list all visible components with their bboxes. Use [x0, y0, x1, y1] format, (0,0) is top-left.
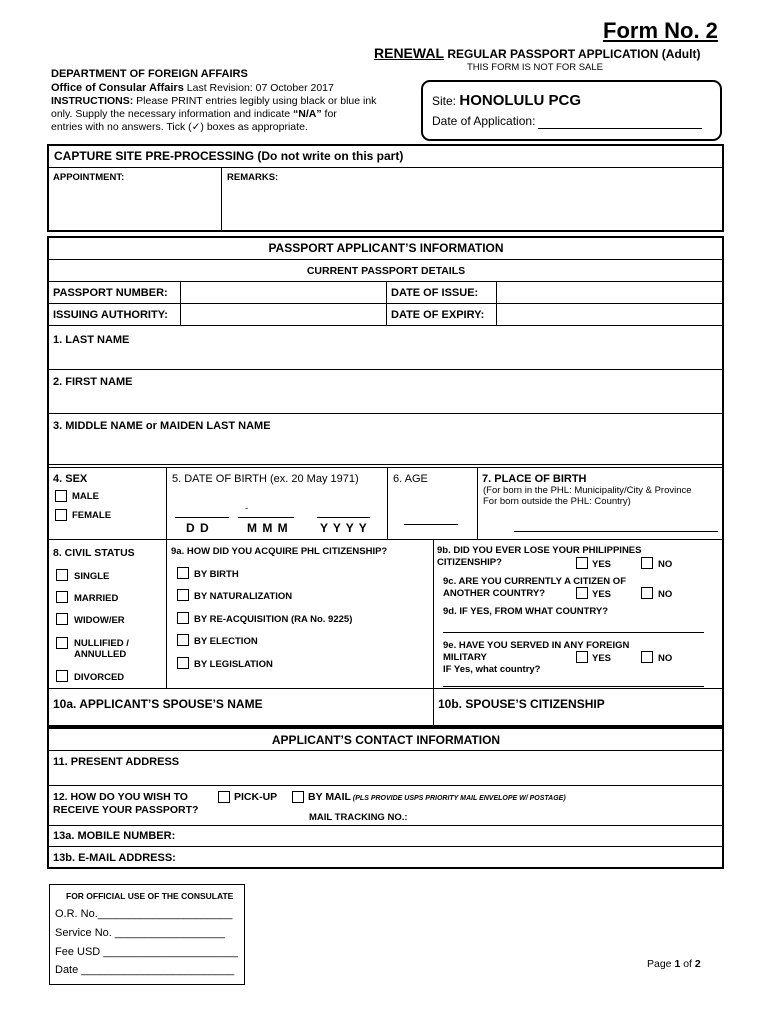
fee-field[interactable]: Fee USD ______________________ — [55, 946, 238, 958]
female-checkbox[interactable] — [55, 509, 67, 521]
divider — [48, 750, 723, 751]
q9b-line-2: CITIZENSHIP? — [437, 557, 502, 568]
by-legislation-label: BY LEGISLATION — [194, 659, 273, 670]
site-line — [432, 92, 581, 109]
spouse-name-label: 10a. APPLICANT’S SPOUSE’S NAME — [53, 697, 263, 711]
form-title-rest: REGULAR PASSPORT APPLICATION (Adult) — [444, 47, 701, 61]
divider — [48, 325, 723, 326]
mobile-label: 13a. MOBILE NUMBER: — [53, 830, 176, 842]
current-passport-title: CURRENT PASSPORT DETAILS — [306, 265, 466, 277]
department-name: DEPARTMENT OF FOREIGN AFFAIRS — [51, 68, 248, 80]
by-legislation-checkbox[interactable] — [177, 657, 189, 669]
pob-field[interactable] — [514, 531, 718, 532]
last-name-label: 1. LAST NAME — [53, 334, 130, 346]
dob-day-field[interactable] — [175, 517, 229, 518]
date-of-expiry-label: DATE OF EXPIRY: — [391, 309, 485, 321]
q9e-line-3: IF Yes, what country? — [443, 664, 541, 675]
divider — [48, 167, 723, 168]
dob-separator: - — [245, 503, 249, 514]
by-birth-checkbox[interactable] — [177, 567, 189, 579]
instructions-line-1 — [51, 95, 376, 107]
divorced-label: DIVORCED — [74, 672, 125, 683]
q9e-field[interactable] — [443, 686, 704, 687]
date-of-issue-label: DATE OF ISSUE: — [391, 287, 479, 299]
current-page: 1 — [674, 958, 681, 970]
single-label: SINGLE — [74, 571, 110, 582]
q9b-line-1: 9b. DID YOU EVER LOSE YOUR PHILIPPINES — [437, 545, 642, 556]
page-number — [647, 958, 701, 970]
widow-label: WIDOW/ER — [74, 615, 125, 626]
dob-year-hint: Y Y Y Y — [320, 521, 368, 535]
divider — [48, 785, 723, 786]
nullified-checkbox[interactable] — [56, 637, 68, 649]
instructions-text-2: only. Supply the necessary information and indicate — [51, 108, 294, 120]
date-of-application-field[interactable] — [538, 128, 702, 129]
page-of: of — [680, 958, 695, 970]
q9c-yes-label: YES — [592, 589, 612, 600]
receive-line-2: RECEIVE YOUR PASSPORT? — [53, 804, 199, 816]
appointment-label: APPOINTMENT: — [53, 172, 125, 183]
passport-number-label: PASSPORT NUMBER: — [53, 287, 168, 299]
divider — [48, 259, 723, 260]
male-label: MALE — [72, 491, 99, 502]
form-title — [374, 45, 700, 61]
nullified-label: NULLIFIED / — [74, 638, 129, 649]
q9b-yes-checkbox[interactable] — [576, 557, 588, 569]
site-label: Site: — [432, 94, 460, 108]
dob-year-field[interactable] — [317, 517, 370, 518]
q9c-no-label: NO — [658, 589, 673, 600]
spouse-citizenship-label: 10b. SPOUSE’S CITIZENSHIP — [438, 697, 605, 711]
contact-section-title: APPLICANT’S CONTACT INFORMATION — [271, 733, 501, 747]
civil-status-label: 8. CIVIL STATUS — [53, 547, 135, 559]
tracking-field[interactable] — [420, 808, 720, 824]
service-number-field[interactable]: Service No. __________________ — [55, 927, 226, 939]
q9e-yes-label: YES — [592, 653, 612, 664]
divider — [433, 539, 434, 688]
middle-name-field[interactable] — [50, 435, 720, 460]
applicant-section-title: PASSPORT APPLICANT’S INFORMATION — [268, 241, 504, 255]
present-address-field[interactable] — [50, 770, 720, 784]
q9e-yes-checkbox[interactable] — [576, 651, 588, 663]
renewal-label: RENEWAL — [374, 45, 444, 61]
site-box — [421, 80, 722, 141]
divider — [48, 369, 723, 370]
q9b-no-label: NO — [658, 559, 673, 570]
first-name-field[interactable] — [50, 390, 720, 410]
or-number-field[interactable]: O.R. No.______________________ — [55, 908, 233, 920]
divider — [48, 825, 723, 826]
by-election-label: BY ELECTION — [194, 636, 258, 647]
instructions-label: INSTRUCTIONS: — [51, 95, 134, 107]
revision-date: Last Revision: 07 October 2017 — [183, 82, 334, 94]
remarks-label: REMARKS: — [227, 172, 279, 183]
single-checkbox[interactable] — [56, 569, 68, 581]
q9c-line-2: ANOTHER COUNTRY? — [443, 588, 546, 599]
divider — [48, 846, 723, 847]
divider — [166, 539, 167, 688]
not-for-sale-note: THIS FORM IS NOT FOR SALE — [467, 62, 604, 73]
by-mail-label: BY MAIL — [308, 791, 351, 803]
page-label: Page — [647, 958, 675, 970]
divider — [221, 167, 222, 231]
issuing-authority-label: ISSUING AUTHORITY: — [53, 309, 168, 321]
dob-day-hint: D D — [186, 521, 210, 535]
divider — [477, 467, 478, 539]
middle-name-label: 3. MIDDLE NAME or MAIDEN LAST NAME — [53, 420, 271, 432]
dob-label: 5. DATE OF BIRTH (ex. 20 May 1971) — [172, 473, 359, 485]
site-value: HONOLULU PCG — [459, 92, 582, 109]
by-reacquisition-label: BY RE-ACQUISITION (RA No. 9225) — [194, 614, 353, 625]
q9c-line-1: 9c. ARE YOU CURRENTLY A CITIZEN OF — [443, 576, 626, 587]
dob-month-hint: M M M — [247, 521, 289, 535]
form-number: Form No. 2 — [603, 18, 718, 43]
q9e-no-label: NO — [658, 653, 673, 664]
instructions-text-1: Please PRINT entries legibly using black or blue ink — [133, 95, 377, 107]
by-reacquisition-checkbox[interactable] — [177, 612, 189, 624]
date-of-application-label: Date of Application: — [432, 114, 536, 128]
first-name-label: 2. FIRST NAME — [53, 376, 133, 388]
q9c-yes-checkbox[interactable] — [576, 587, 588, 599]
by-mail-checkbox[interactable] — [292, 791, 304, 803]
issuing-authority-field[interactable] — [182, 305, 385, 324]
citizenship-question: 9a. HOW DID YOU ACQUIRE PHL CITIZENSHIP? — [171, 546, 388, 557]
age-label: 6. AGE — [393, 473, 428, 485]
present-address-label: 11. PRESENT ADDRESS — [53, 756, 180, 768]
pickup-label: PICK-UP — [234, 791, 278, 803]
by-mail-note: (PLS PROVIDE USPS PRIORITY MAIL ENVELOPE W/ POSTAGE) — [350, 795, 566, 802]
divider — [166, 467, 167, 539]
office-name: Office of Consular Affairs — [51, 82, 184, 94]
capture-site-title: CAPTURE SITE PRE-PROCESSING (Do not write on this part) — [54, 149, 404, 163]
by-naturalization-label: BY NATURALIZATION — [194, 591, 293, 602]
divider — [48, 539, 723, 540]
divider — [387, 467, 388, 539]
sex-label: 4. SEX — [53, 473, 88, 485]
q9e-line-1: 9e. HAVE YOU SERVED IN ANY FOREIGN — [443, 640, 630, 651]
na-label: “N/A” — [293, 108, 322, 120]
official-date-field[interactable]: Date _________________________ — [55, 964, 235, 976]
spouse-name-field[interactable] — [50, 711, 430, 725]
date-of-expiry-field[interactable] — [498, 305, 722, 324]
q9e-no-checkbox[interactable] — [641, 651, 653, 663]
divorced-checkbox[interactable] — [56, 670, 68, 682]
q9c-no-checkbox[interactable] — [641, 587, 653, 599]
pickup-checkbox[interactable] — [218, 791, 230, 803]
widow-checkbox[interactable] — [56, 613, 68, 625]
instructions-text-2b: for — [321, 108, 337, 120]
instructions-line-3: entries with no answers. Tick (✓) boxes as appropriate. — [51, 121, 308, 133]
tracking-label: MAIL TRACKING NO.: — [309, 812, 408, 823]
by-birth-label: BY BIRTH — [194, 569, 239, 580]
married-checkbox[interactable] — [56, 591, 68, 603]
divider — [48, 303, 723, 304]
married-label: MARRIED — [74, 593, 119, 604]
date-of-issue-field[interactable] — [498, 283, 722, 302]
official-use-title: FOR OFFICIAL USE OF THE CONSULATE — [66, 891, 234, 901]
by-naturalization-checkbox[interactable] — [177, 589, 189, 601]
receive-line-1: 12. HOW DO YOU WISH TO — [53, 791, 188, 803]
by-election-checkbox[interactable] — [177, 634, 189, 646]
passport-number-field[interactable] — [182, 283, 385, 302]
male-checkbox[interactable] — [55, 490, 67, 502]
q9b-yes-label: YES — [592, 559, 612, 570]
divider — [48, 688, 723, 689]
office-line — [51, 82, 334, 94]
instructions-line-2 — [51, 108, 337, 120]
mobile-field[interactable] — [185, 827, 720, 845]
divider — [433, 688, 434, 726]
pob-label: 7. PLACE OF BIRTH — [482, 473, 587, 485]
email-label: 13b. E-MAIL ADDRESS: — [53, 852, 176, 864]
age-field[interactable] — [404, 524, 458, 525]
annulled-label: ANNULLED — [74, 649, 127, 660]
q9e-line-2: MILITARY — [443, 652, 487, 663]
last-name-field[interactable] — [50, 348, 720, 366]
dob-month-field[interactable] — [238, 517, 294, 518]
divider — [48, 467, 723, 468]
divider — [48, 464, 723, 465]
pob-note-1: (For born in the PHL: Municipality/City & Province — [483, 485, 692, 496]
email-field[interactable] — [185, 849, 720, 867]
female-label: FEMALE — [72, 510, 112, 521]
by-mail-line — [308, 791, 566, 803]
q9b-no-checkbox[interactable] — [641, 557, 653, 569]
pob-note-2: For born outside the PHL: Country) — [483, 496, 631, 507]
q9d-label: 9d. IF YES, FROM WHAT COUNTRY? — [443, 606, 609, 617]
spouse-citizenship-field[interactable] — [436, 711, 721, 725]
total-pages: 2 — [694, 958, 701, 970]
q9d-field[interactable] — [443, 632, 704, 633]
divider — [48, 413, 723, 414]
